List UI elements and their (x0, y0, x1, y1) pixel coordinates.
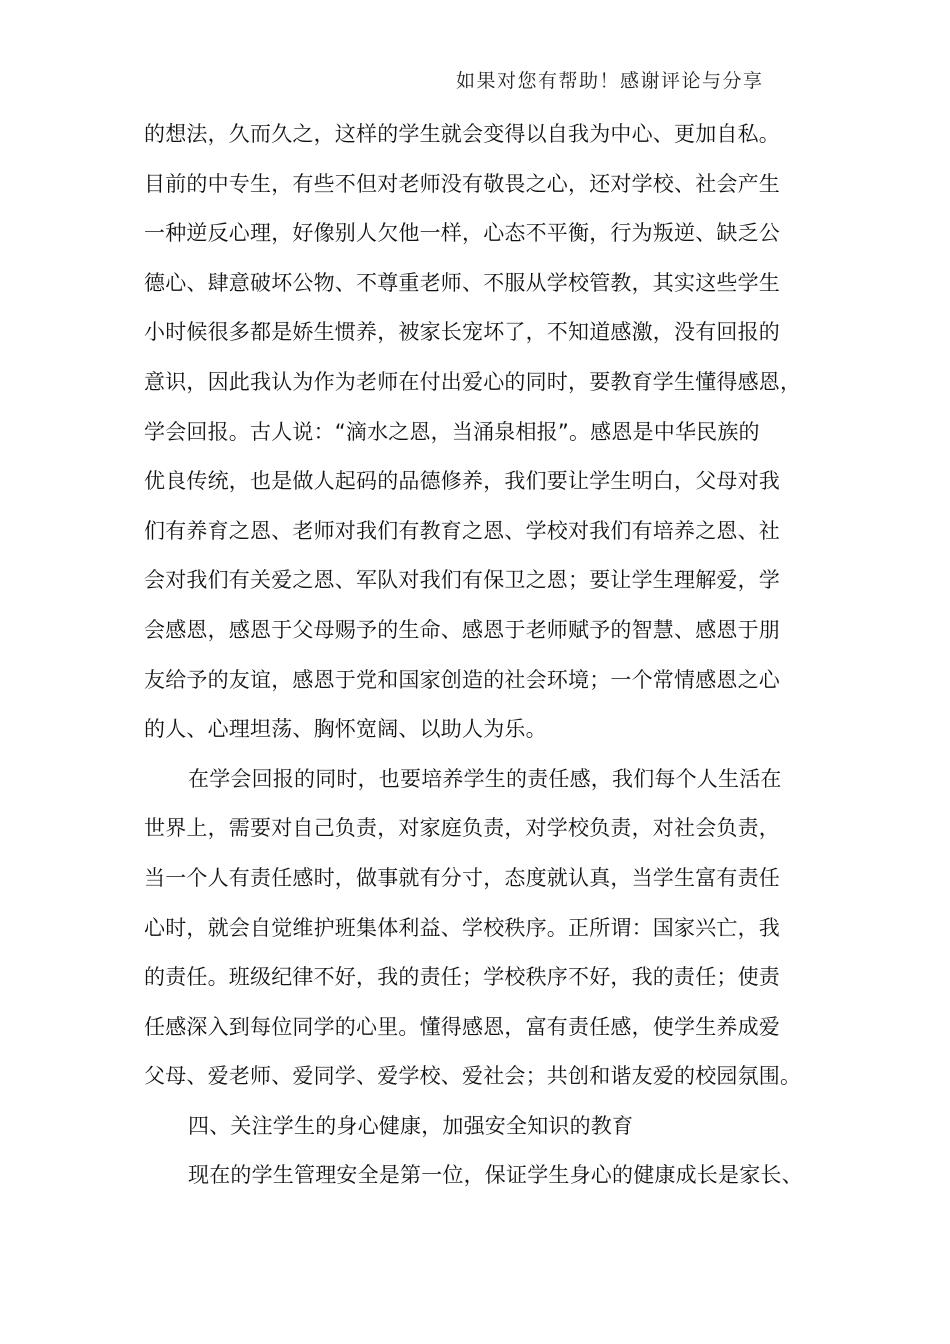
paragraph-line: 心时，就会自觉维护班集体利益、学校秩序。正所谓：国家兴亡，我 (144, 915, 780, 940)
paragraph-line: 现在的学生管理安全是第一位，保证学生身心的健康成长是家长、 (188, 1163, 803, 1188)
page-header-note: 如果对您有帮助！感谢评论与分享 (456, 70, 764, 92)
paragraph-line: 会对我们有关爱之恩、军队对我们有保卫之恩；要让学生理解爱，学 (144, 568, 780, 593)
paragraph-line: 们有养育之恩、老师对我们有教育之恩、学校对我们有培养之恩、社 (144, 518, 780, 543)
paragraph-line: 德心、肆意破坏公物、不尊重老师、不服从学校管教，其实这些学生 (144, 270, 780, 295)
paragraph-line: 在学会回报的同时，也要培养学生的责任感，我们每个人生活在 (188, 766, 782, 791)
paragraph-line: 任感深入到每位同学的心里。懂得感恩，富有责任感，使学生养成爱 (144, 1014, 780, 1039)
paragraph-line: 优良传统，也是做人起码的品德修养，我们要让学生明白，父母对我 (144, 469, 780, 494)
paragraph-line: 一种逆反心理，好像别人欠他一样，心态不平衡，行为叛逆、缺乏公 (144, 221, 780, 246)
paragraph-line: 目前的中专生，有些不但对老师没有敬畏之心，还对学校、社会产生 (144, 171, 780, 196)
paragraph-line: 小时候很多都是娇生惯养，被家长宠坏了，不知道感激，没有回报的 (144, 320, 780, 345)
paragraph-line: 学会回报。古人说：“滴水之恩，当涌泉相报”。感恩是中华民族的 (144, 419, 760, 444)
paragraph-line: 意识，因此我认为作为老师在付出爱心的同时，要教育学生懂得感恩， (144, 369, 802, 394)
paragraph-line: 当一个人有责任感时，做事就有分寸，态度就认真，当学生富有责任 (144, 865, 780, 890)
document-body (144, 110, 824, 1201)
paragraph-line: 的想法，久而久之，这样的学生就会变得以自我为中心、更加自私。 (144, 122, 780, 146)
paragraph-line: 父母、爱老师、爱同学、爱学校、爱社会；共创和谐友爱的校园氛围。 (144, 1064, 802, 1089)
paragraph-line: 的人、心理坦荡、胸怀宽阔、以助人为乐。 (144, 717, 547, 742)
paragraph-line: 会感恩，感恩于父母赐予的生命、感恩于老师赋予的智慧、感恩于朋 (144, 617, 780, 642)
paragraph-line: 友给予的友谊，感恩于党和国家创造的社会环境；一个常情感恩之心 (144, 667, 780, 692)
paragraph-line: 的责任。班级纪律不好，我的责任；学校秩序不好，我的责任；使责 (144, 965, 780, 990)
paragraph-line: 世界上，需要对自己负责，对家庭负责，对学校负责，对社会负责， (144, 816, 780, 841)
section-heading: 四、关注学生的身心健康，加强安全知识的教育 (188, 1113, 634, 1138)
